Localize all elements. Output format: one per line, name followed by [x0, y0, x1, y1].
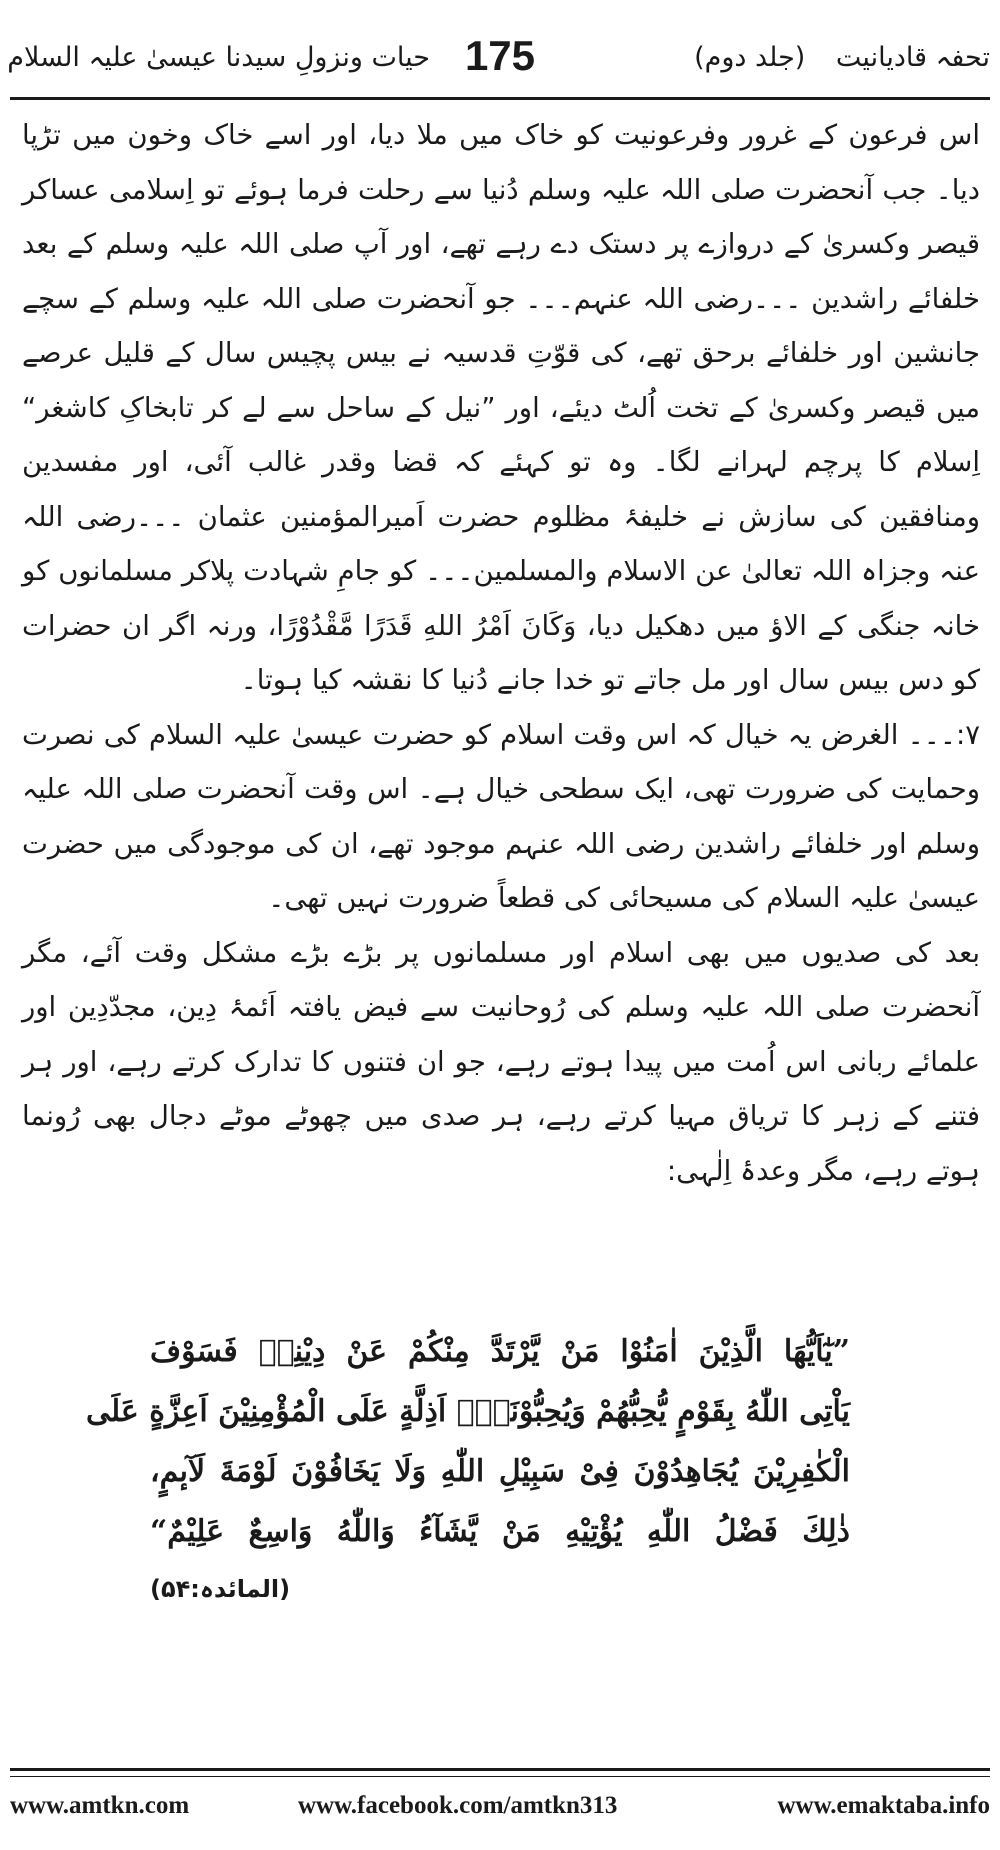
verse-line-3: الْكٰفِرِیْنَ یُجَاهِدُوْنَ فِیْ سَبِیْلِ اللّٰهِ وَلَا یَخَافُوْنَ لَوْمَةَ لَآىٕمٍ، [150, 1454, 850, 1489]
quran-verse [85, 1322, 850, 1562]
footer-link-emaktaba[interactable]: www.emaktaba.info [777, 1792, 990, 1819]
header-rule [10, 97, 990, 100]
volume-label: (جلد دوم) [694, 42, 806, 73]
chapter-title: حیات ونزولِ سیدنا عیسیٰ علیہ السلام [7, 42, 430, 73]
paragraph-3: بعد کی صدیوں میں بھی اسلام اور مسلمانوں پر بڑے بڑے مشکل وقت آئے، مگر آنحضرت صلی اللہ علیہ وسلم کی رُوحانیت سے فیض یافتہ اَئمۂ دِین، مجدّدِین اور علمائے ربانی اس اُمت میں پیدا ہوتے رہے، جو ان فتنوں کا تدارک کرتے رہے، اور ہر فتنے کے زہر کا تریاق مہیا کرتے رہے، ہر صدی میں چھوٹے موٹے دجال بھی رُونما ہوتے رہے، مگر وعدۂ اِلٰہی: [22, 936, 980, 1187]
paragraph-2: ۷:۔۔۔ الغرض یہ خیال کہ اس وقت اسلام کو حضرت عیسیٰ علیہ السلام کی نصرت وحمایت کی ضرورت تھی، ایک سطحی خیال ہے۔ اس وقت آنحضرت صلی اللہ علیہ وسلم اور خلفائے راشدین رضی اللہ عنہم موجود تھے، ان کی موجودگی میں حضرت عیسیٰ علیہ السلام کی مسیحائی کی قطعاً ضرورت نہیں تھی۔ [22, 718, 980, 914]
verse-line-2: یَاْتِی اللّٰهُ بِقَوْمٍ یُّحِبُّهُمْ وَیُحِبُّوْنَهٗۤ اَذِلَّةٍ عَلَى الْمُؤْمِنِیْنَ اَعِزَّةٍ عَلَى [85, 1394, 850, 1429]
footer-link-facebook[interactable]: www.facebook.com/amtkn313 [298, 1792, 618, 1819]
header-book-title [590, 42, 990, 73]
page-footer [10, 1792, 990, 1832]
verse-line-1: ”یٰٓاَیُّهَا الَّذِیْنَ اٰمَنُوْا مَنْ یَّرْتَدَّ مِنْكُمْ عَنْ دِیْنِهٖ فَسَوْفَ [150, 1334, 850, 1369]
footer-rule-top [10, 1768, 990, 1771]
footer-link-amtkn[interactable]: www.amtkn.com [10, 1792, 190, 1819]
main-text [22, 108, 980, 1198]
book-title: تحفہ قادیانیت [835, 42, 990, 73]
paragraph-1: اس فرعون کے غرور وفرعونیت کو خاک میں ملا دیا، اور اسے خاک وخون میں تڑپا دیا۔ جب آنحضرت صلی اللہ علیہ وسلم دُنیا سے رحلت فرما ہوئے تو اِسلامی عساکر قیصر وکسریٰ کے دروازے پر دستک دے رہے تھے، اور آپ صلی اللہ علیہ وسلم کے بعد خلفائے راشدین ۔۔۔رضی اللہ عنہم۔۔۔ جو آنحضرت صلی اللہ علیہ وسلم کے سچے جانشین اور خلفائے برحق تھے، کی قوّتِ قدسیہ نے بیس پچیس سال کے قلیل عرصے میں قیصر وکسریٰ کے تخت اُلٹ دیئے، اور ”نیل کے ساحل سے لے کر تابخاکِ کاشغر“ اِسلام کا پرچم لہرانے لگا۔ وہ تو کہئے کہ قضا وقدر غالب آئی، اور مفسدین ومنافقین کی سازش نے خلیفۂ مظلوم حضرت اَمیرالمؤمنین عثمان ۔۔۔رضی اللہ عنہ وجزاہ اللہ تعالیٰ عن الاسلام والمسلمین۔۔۔ کو جامِ شہادت پلاکر مسلمانوں کو خانہ جنگی کے الاؤ میں دھکیل دیا، وَکَانَ اَمْرُ اللهِ قَدَرًا مَّقْدُوْرًا، ورنہ اگر ان حضرات کو دس بیس سال اور مل جاتے تو خدا جانے دُنیا کا نقشہ کیا ہوتا۔ [22, 119, 980, 696]
page-header [0, 28, 1000, 98]
footer-rule-bottom [10, 1776, 990, 1777]
page-number: 175 [464, 32, 536, 79]
verse-reference: (المائدہ:۵۴) [150, 1575, 291, 1603]
verse-line-4: ذٰلِكَ فَضْلُ اللّٰهِ یُؤْتِیْهِ مَنْ یَّشَآءُ وَاللّٰهُ وَاسِعٌ عَلِیْمٌ“ [150, 1514, 850, 1549]
